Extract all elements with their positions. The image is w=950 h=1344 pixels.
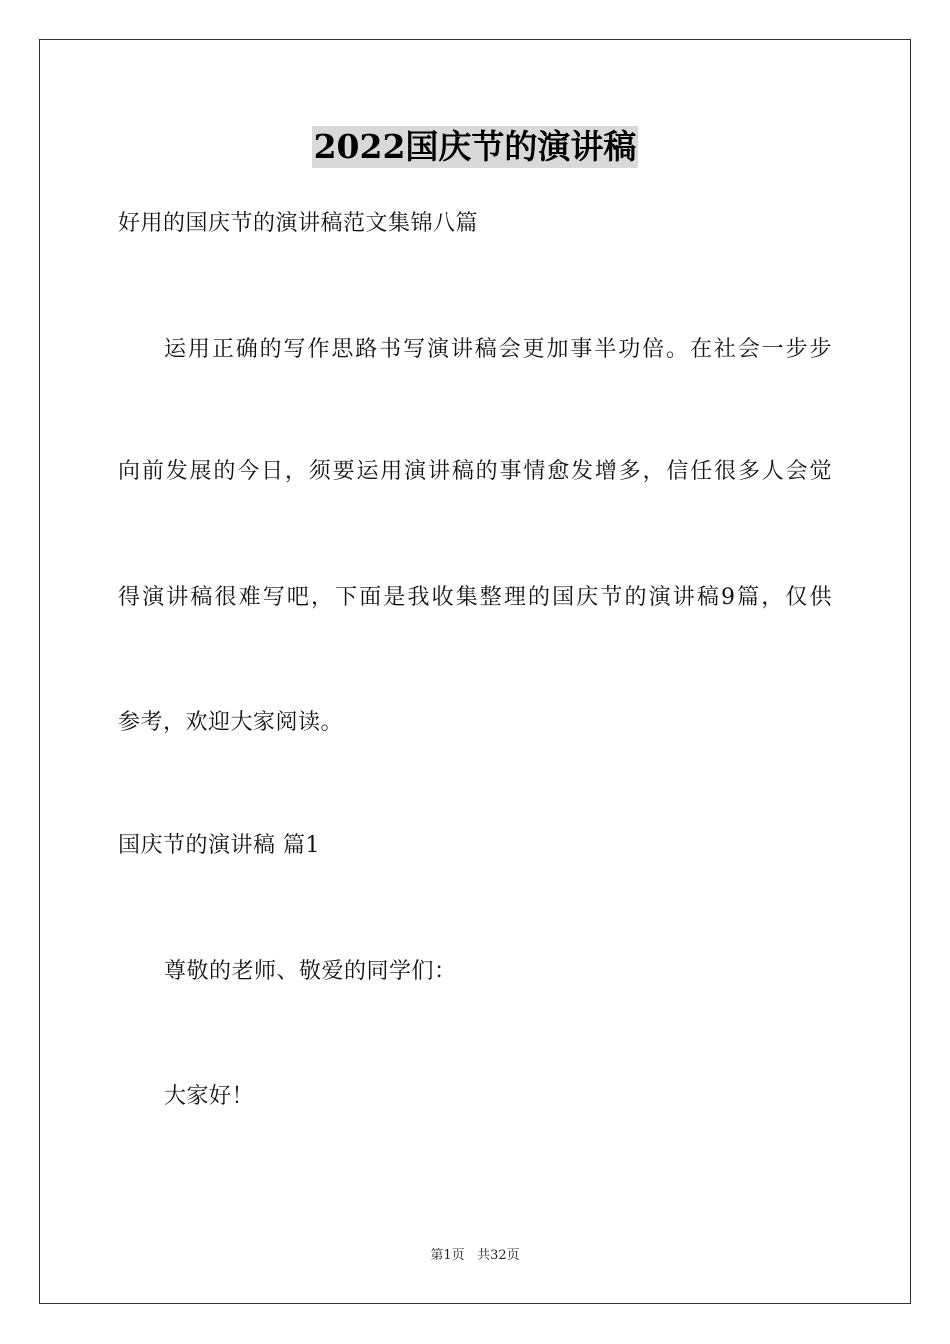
intro-line-4: 参考，欢迎大家阅读。 xyxy=(118,710,344,735)
total-pages: 共32页 xyxy=(477,1248,520,1263)
intro-line-3: 得演讲稿很难写吧，下面是我收集整理的国庆节的演讲稿9篇，仅供 xyxy=(118,585,832,610)
hello-line: 大家好！ xyxy=(164,1084,255,1109)
intro-line-2: 向前发展的今日，须要运用演讲稿的事情愈发增多，信任很多人会觉 xyxy=(118,459,832,484)
greeting-line: 尊敬的老师、敬爱的同学们： xyxy=(164,959,457,984)
title-container xyxy=(0,126,950,168)
document-title: 2022国庆节的演讲稿 xyxy=(313,127,637,166)
page-number: 第1页 xyxy=(430,1248,465,1263)
intro-line-1: 运用正确的写作思路书写演讲稿会更加事半功倍。在社会一步步 xyxy=(164,337,832,362)
section-heading: 国庆节的演讲稿 篇1 xyxy=(118,833,320,858)
document-subtitle: 好用的国庆节的演讲稿范文集锦八篇 xyxy=(118,211,479,236)
page-footer xyxy=(0,1247,950,1265)
